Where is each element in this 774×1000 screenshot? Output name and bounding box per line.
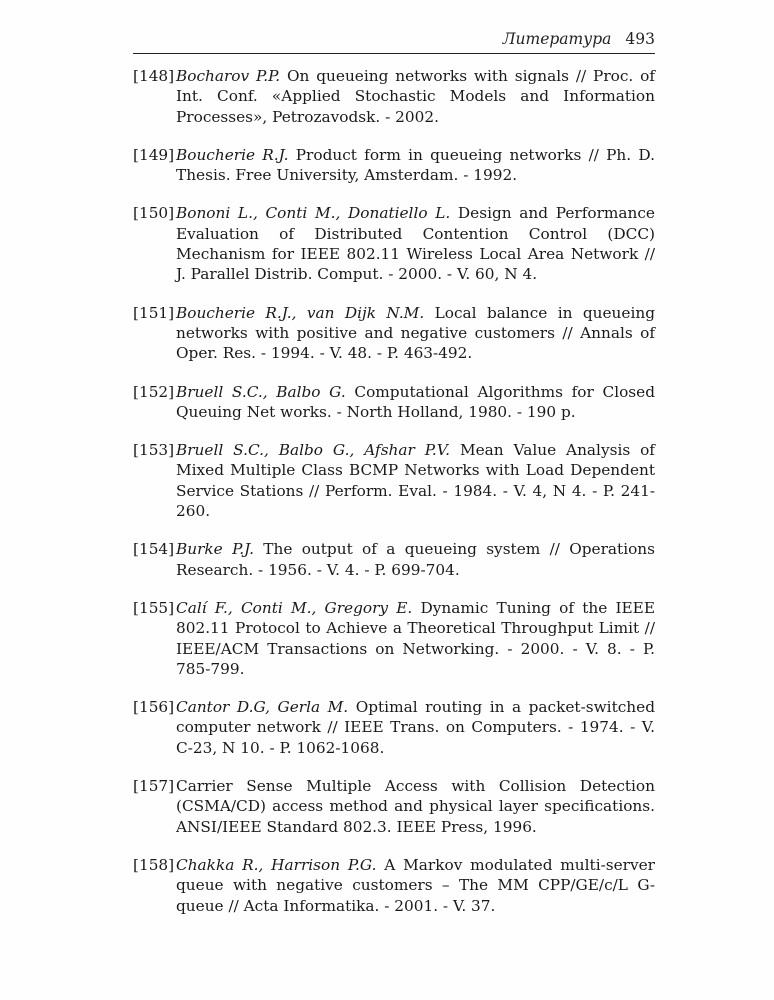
reference-authors: Calí F., Conti M., Gregory E. — [176, 598, 413, 617]
reference-item — [133, 776, 655, 837]
reference-number: [150] — [133, 204, 175, 223]
reference-text: Product form in queueing networks // Ph. D. Thesis. Free University, Amsterdam. - 1992. — [176, 145, 655, 185]
reference-number: [156] — [133, 698, 175, 717]
reference-text: Computational Algorithms for Closed Queuing Net works. - North Holland, 1980. - 190 p. — [176, 382, 655, 421]
reference-authors: Bocharov P.P. — [176, 67, 281, 85]
reference-item — [133, 539, 655, 580]
reference-item — [133, 145, 655, 186]
reference-number: [154] — [133, 540, 175, 559]
reference-number: [158] — [133, 855, 175, 874]
reference-number: [148] — [133, 67, 175, 85]
reference-authors: Chakka R., Harrison P.G. — [176, 855, 377, 874]
reference-text: Mean Value Analysis of Mixed Multiple Class BCMP Networks with Load Dependent Service Stations // Perform. Eval. - 1984. - V. 4, N 4. - P. 241-260. — [176, 441, 655, 521]
reference-text: Optimal routing in a packet-switched computer network // IEEE Trans. on Computers. - 1974. - V. C-23, N 10. - P. 1062-1068. — [176, 698, 655, 757]
running-title: Литература — [502, 30, 612, 48]
page-header — [133, 30, 655, 48]
reference-text: The output of a queueing system // Operations Research. - 1956. - V. 4. - P. 699-704. — [176, 540, 655, 579]
reference-authors: Bononi L., Conti M., Donatiello L. — [176, 204, 451, 223]
reference-authors: Boucherie R.J. — [176, 145, 289, 164]
reference-number: [153] — [133, 441, 175, 460]
reference-item — [133, 440, 655, 521]
header-divider — [133, 53, 655, 54]
reference-text: On queueing networks with signals // Proc. of Int. Conf. «Applied Stochastic Models and Information Processes», Petrozavodsk. - 2002. — [176, 67, 655, 126]
reference-text: A Markov modulated multi-server queue with negative customers – The MM CPP/GE/c/L G-queue // Acta Informatika. - 2001. - V. 37. — [176, 855, 655, 915]
reference-item — [133, 203, 655, 284]
reference-number: [155] — [133, 598, 175, 617]
reference-item — [133, 382, 655, 423]
reference-text: Local balance in queueing networks with positive and negative customers // Annals of Oper. Res. - 1994. - V. 48. - P. 463-492. — [176, 303, 655, 363]
reference-item — [133, 66, 655, 127]
reference-authors: Bruell S.C., Balbo G. — [176, 382, 346, 401]
reference-item — [133, 855, 655, 916]
reference-item — [133, 598, 655, 679]
reference-authors: Bruell S.C., Balbo G., Afshar P.V. — [176, 441, 451, 460]
reference-number: [152] — [133, 382, 175, 401]
reference-item — [133, 303, 655, 364]
reference-item — [133, 697, 655, 758]
reference-text: Dynamic Tuning of the IEEE 802.11 Protocol to Achieve a Theoretical Throughput Limit // IEEE/ACM Transactions on Networking. - 2000. - V. 8. - P. 785-799. — [176, 598, 655, 678]
reference-list — [133, 66, 655, 934]
reference-text: Design and Performance Evaluation of Distributed Contention Control (DCC) Mechanism for IEEE 802.11 Wireless Local Area Network // J. Parallel Distrib. Comput. - 2000. - V. 60, N 4. — [176, 204, 655, 284]
reference-text: Carrier Sense Multiple Access with Collision Detection (CSMA/CD) access method and physical layer specifications. ANSI/IEEE Standard 802.3. IEEE Press, 1996. — [176, 777, 655, 836]
reference-number: [149] — [133, 145, 175, 164]
page-number: 493 — [625, 30, 655, 48]
reference-number: [151] — [133, 303, 175, 322]
reference-number: [157] — [133, 777, 175, 796]
reference-authors: Boucherie R.J., van Dijk N.M. — [176, 303, 425, 322]
reference-authors: Cantor D.G, Gerla M. — [176, 698, 349, 717]
reference-authors: Burke P.J. — [176, 540, 254, 559]
